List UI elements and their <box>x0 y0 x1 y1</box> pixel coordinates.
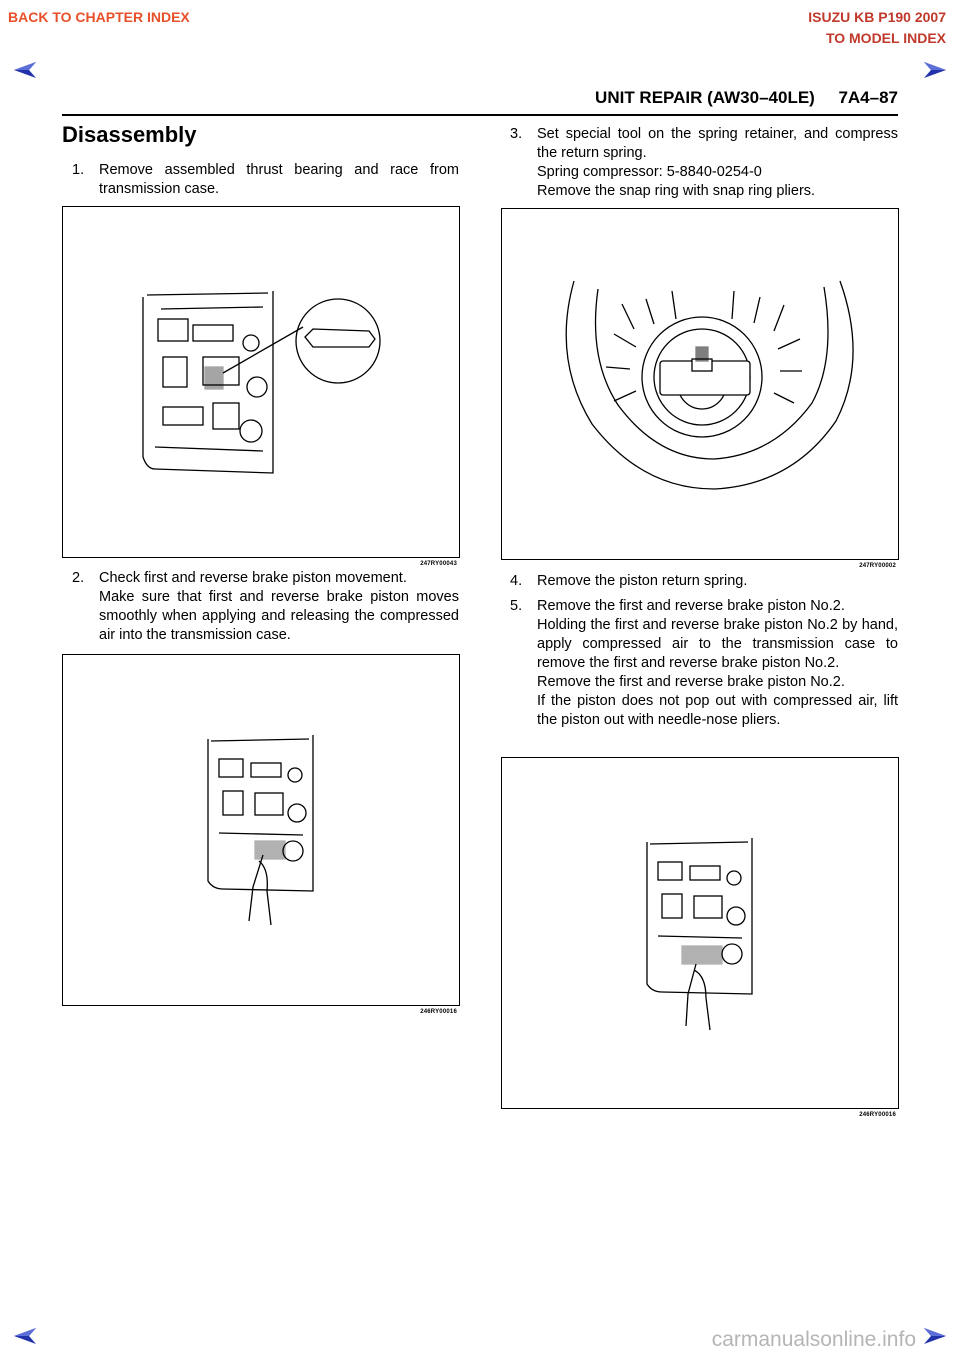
step-text-line: Check first and reverse brake piston movement. <box>99 570 407 586</box>
next-page-arrow-icon[interactable] <box>922 60 948 80</box>
step-5 <box>510 597 898 730</box>
step-text-line: Make sure that first and reverse brake piston moves smoothly when applying and releasing the compressed air into the transmission case. <box>99 589 459 643</box>
figure-code: 246RY00016 <box>420 1009 457 1015</box>
step-text-line: Remove the first and reverse brake piston No.2. <box>537 674 845 690</box>
step-3 <box>510 125 898 201</box>
step-number: 2. <box>72 570 85 586</box>
step-number: 1. <box>72 162 85 178</box>
figure-code: 246RY00016 <box>859 1112 896 1118</box>
step-text-line: If the piston does not pop out with compressed air, lift the piston out with needle-nose pliers. <box>537 693 898 728</box>
step-4 <box>510 572 898 591</box>
spring-compressor-illustration <box>502 209 898 559</box>
footer-watermark: carmanualsonline.info <box>711 1328 916 1351</box>
to-model-index-link[interactable]: TO MODEL INDEX <box>825 30 946 46</box>
model-title-link[interactable]: ISUZU KB P190 2007 <box>808 9 946 25</box>
valve-body-air-check-illustration <box>63 655 459 1005</box>
step-text-line: Set special tool on the spring retainer, and compress the return spring. <box>537 126 898 161</box>
figure-thrust-bearing <box>62 206 460 567</box>
next-page-arrow-icon[interactable] <box>922 1326 948 1346</box>
valve-body-illustration <box>63 207 459 557</box>
prev-page-arrow-icon[interactable] <box>12 1326 38 1346</box>
figure-remove-brake-piston <box>501 757 899 1118</box>
section-title: Disassembly <box>62 122 197 147</box>
figure-spring-compressor <box>501 208 899 569</box>
step-text: Remove assembled thrust bearing and race from transmission case. <box>99 162 459 197</box>
step-2 <box>72 569 459 645</box>
back-to-chapter-index-link[interactable]: BACK TO CHAPTER INDEX <box>8 9 190 25</box>
step-number: 5. <box>510 598 523 614</box>
page-header <box>62 88 898 116</box>
page-header-text: UNIT REPAIR (AW30–40LE) 7A4–87 <box>595 88 898 107</box>
figure-code: 247RY00002 <box>859 563 896 569</box>
step-number: 3. <box>510 126 523 142</box>
step-text-line: Spring compressor: 5-8840-0254-0 <box>537 164 762 180</box>
step-text-line: Remove the first and reverse brake piston No.2. <box>537 598 845 614</box>
step-1 <box>72 161 459 199</box>
figure-code: 247RY00043 <box>420 561 457 567</box>
valve-body-piston-removal-illustration <box>502 758 898 1108</box>
step-text: Remove the piston return spring. <box>537 573 748 589</box>
figure-piston-movement-check <box>62 654 460 1015</box>
step-text-line: Remove the snap ring with snap ring pliers. <box>537 183 816 199</box>
prev-page-arrow-icon[interactable] <box>12 60 38 80</box>
step-text-line: Holding the first and reverse brake piston No.2 by hand, apply compressed air to the transmission case to remove the first and reverse brake piston No.2. <box>537 617 898 671</box>
step-number: 4. <box>510 573 523 589</box>
